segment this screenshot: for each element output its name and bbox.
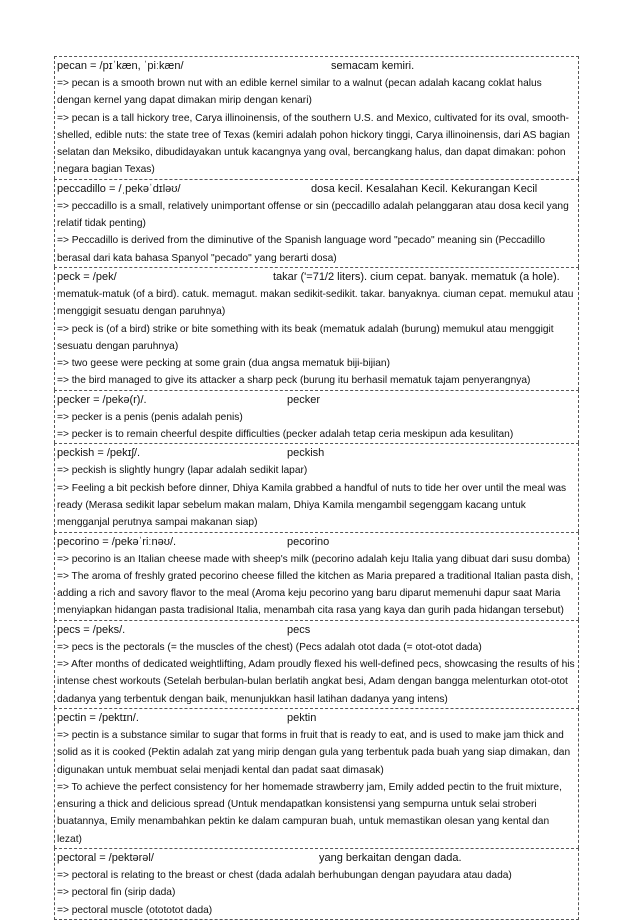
dictionary-entry [54,56,579,179]
entry-term: pecker = /pekə(r)/. [57,393,147,406]
dictionary-entry [54,848,579,920]
entry-header [57,269,576,286]
entry-line: => The aroma of freshly grated pecorino cheese filled the kitchen as Maria prepared a traditional Italian pasta dish, adding a rich and savory flavor to the meal (Aroma keju pecorino yang baru diparut memenuhi dapur saat Maria menyiapkan hidangan pasta tradisional Italia, menambah cita rasa yang kaya dan gurih pada hidangan tersebut) [57,570,574,617]
entry-line: => peccadillo is a small, relatively unimportant offense or sin (peccadillo adalah pelanggaran atau dosa kecil yang relatif tidak penting) [57,200,569,230]
entry-line: => peckish is slightly hungry (lapar adalah sedikit lapar) [57,465,308,477]
entry-header [57,181,576,198]
entry-line: => pecs is the pectorals (= the muscles of the chest) (Pecs adalah otot dada (= otot-otot dada) [57,641,482,653]
entry-gloss: pektin [287,711,317,724]
entry-term: peckish = /pekɪʃ/. [57,447,141,460]
entry-line: => pecker is to remain cheerful despite difficulties (pecker adalah tetap ceria meskipun ada kesulitan) [57,429,514,441]
dictionary-page [54,56,579,920]
entry-line: => two geese were pecking at some grain (dua angsa mematuk biji-bijian) [57,358,390,370]
entry-gloss: pecker [287,393,321,406]
entry-term: pectoral = /pektərəl/ [57,851,154,864]
dictionary-entry [54,267,579,390]
entry-term: pectin = /pektɪn/. [57,711,139,724]
entry-term: pecorino = /pekəˈriːnəʊ/. [57,535,177,548]
entry-line: => peck is (of a bird) strike or bite something with its beak (mematuk adalah (burung) memukul atau menggigit sesuatu dengan paruhnya) [57,323,554,352]
entry-term: pecs = /peks/. [57,623,126,636]
entry-term: peck = /pek/ [57,270,117,283]
entry-line: => pecorino is an Italian cheese made with sheep's milk (pecorino adalah keju Italia yang dibuat dari susu domba) [57,553,571,565]
dictionary-entry [54,179,579,267]
entry-gloss: takar ('=71/2 liters). cium cepat. banyak. mematuk (a hole). [273,270,560,283]
entry-line: => pecker is a penis (penis adalah penis) [57,411,243,423]
entry-header [57,710,576,727]
entry-line: => pectoral is relating to the breast or chest (dada adalah berhubungan dengan payudara atau dada) [57,869,512,881]
entry-line: => To achieve the perfect consistency for her homemade strawberry jam, Emily added pectin to the fruit mixture, ensuring a thick and delicious spread (Untuk mendapatkan konsistensi yang sempurna untuk selai stroberi buatannya, Emily menambahkan pektin ke dalam campuran buah, untuk memastikan olesan yang kental dan lezat) [57,781,562,845]
entry-line: => the bird managed to give its attacker a sharp peck (burung itu berhasil mematuk tajam penyerangnya) [57,375,531,387]
entry-line: => pecan is a smooth brown nut with an edible kernel similar to a walnut (pecan adalah kacang coklat halus dengan kernel yang dapat dimakan mirip dengan kenari) [57,78,542,107]
entry-gloss: pecorino [287,535,330,548]
entry-gloss: semacam kemiri. [331,60,415,72]
entry-header [57,850,576,867]
entry-header [57,58,576,75]
dictionary-entry [54,390,579,444]
entry-line: => pectin is a substance similar to sugar that forms in fruit that is ready to eat, and is used to make jam thick and solid as it is cooked (Pektin adalah zat yang mirip dengan gula yang terbentuk pada buah yang siap dimakan, dan digunakan untuk membuat selai menjadi kental dan padat saat dimasak) [57,729,571,776]
entry-header [57,622,576,639]
entry-line: mematuk-matuk (of a bird). catuk. memagut. makan sedikit-sedikit. takar. banyaknya. ciuman cepat. memukul atau menggigit sesuatu dengan paruhnya) [57,288,574,318]
entry-gloss: yang berkaitan dengan dada. [319,851,462,864]
entry-header [57,534,576,551]
entry-line: => Peccadillo is derived from the diminutive of the Spanish language word "pecado" meaning sin (Peccadillo berasal dari kata bahasa Spanyol "pecado" yang berarti dosa) [57,235,546,264]
dictionary-entry [54,620,579,708]
entry-term: peccadillo = /ˌpekəˈdɪləʊ/ [57,182,181,195]
entry-line: => pectoral muscle (otototot dada) [57,904,213,916]
entry-gloss: dosa kecil. Kesalahan Kecil. Kekurangan Kecil [311,182,538,195]
entry-header [57,445,576,462]
entry-gloss: pecs [287,623,311,636]
entry-line: => Feeling a bit peckish before dinner, Dhiya Kamila grabbed a handful of nuts to tide her over until the meal was ready (Merasa sedikit lapar sebelum makan malam, Dhiya Kamila mengambil segenggam kacang untuk mengganjal perutnya sampai makanan siap) [57,482,567,529]
dictionary-entry [54,708,579,848]
entry-term: pecan = /pɪˈkæn, ˈpiːkæn/ [57,60,184,72]
entry-gloss: peckish [287,447,325,460]
entry-line: => After months of dedicated weightlifting, Adam proudly flexed his well-defined pecs, showcasing the results of his intense chest workouts (Setelah berbulan-bulan berlatih angkat besi, Adam dengan bangga melenturkan otot-otot dadanya yang terbentuk dengan baik, menunjukkan hasil latihan dadanya yang intens) [57,659,575,705]
entry-line: => pecan is a tall hickory tree, Carya illinoinensis, of the southern U.S. and Mexico, cultivated for its oval, smooth-shelled, edible nuts: the state tree of Texas (kemiri adalah pohon hickory tinggi, Carya illinoinensis, dari AS bagian selatan dan Meksiko, dibudidayakan untuk kacangnya yang oval, bercangkang halus, dan dapat dimakan: pohon negara bagian Texas) [57,112,570,176]
entry-header [57,392,576,409]
entry-line: => pectoral fin (sirip dada) [57,887,176,899]
dictionary-entry [54,443,579,531]
dictionary-entry [54,532,579,620]
